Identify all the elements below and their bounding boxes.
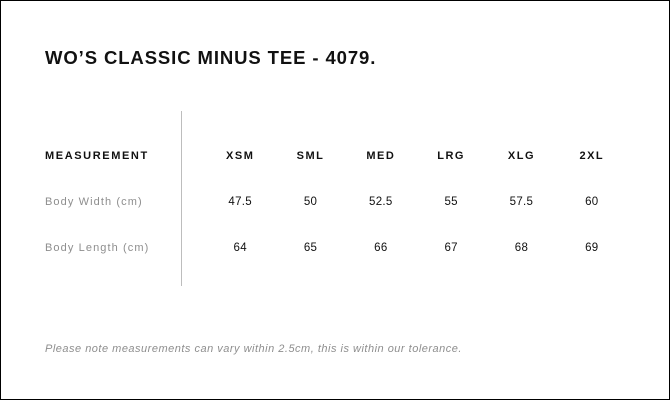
row-label-body-length: Body Length (cm) [45, 242, 150, 254]
column-header-med: MED [366, 150, 396, 162]
cell-body-width-xlg: 57.5 [509, 196, 534, 208]
column-header-measurement: MEASUREMENT [45, 150, 149, 162]
column-header-sml: SML [296, 150, 325, 162]
size-chart-table [45, 133, 627, 271]
page-title: WO’S CLASSIC MINUS TEE - 4079. [45, 47, 377, 68]
cell-body-width-sml: 50 [303, 196, 318, 208]
row-label-body-width: Body Width (cm) [45, 196, 143, 208]
table-header-row [45, 133, 627, 179]
cell-body-width-2xl: 60 [585, 196, 599, 208]
table-row [45, 225, 627, 271]
content-area [45, 1, 625, 399]
cell-body-width-med: 52.5 [369, 196, 393, 208]
cell-body-length-lrg: 67 [444, 242, 458, 254]
tolerance-note: Please note measurements can vary within 2.5cm, this is within our tolerance. [45, 343, 462, 355]
cell-body-length-xsm: 64 [233, 242, 247, 254]
cell-body-length-sml: 65 [303, 242, 318, 254]
table-row [45, 179, 627, 225]
cell-body-length-xlg: 68 [514, 242, 529, 254]
cell-body-length-2xl: 69 [585, 242, 599, 254]
column-header-2xl: 2XL [579, 150, 605, 162]
column-header-lrg: LRG [437, 150, 465, 162]
column-header-xlg: XLG [507, 150, 536, 162]
cell-body-width-xsm: 47.5 [228, 196, 252, 208]
cell-body-width-lrg: 55 [444, 196, 458, 208]
cell-body-length-med: 66 [374, 242, 388, 254]
column-header-xsm: XSM [226, 150, 255, 162]
